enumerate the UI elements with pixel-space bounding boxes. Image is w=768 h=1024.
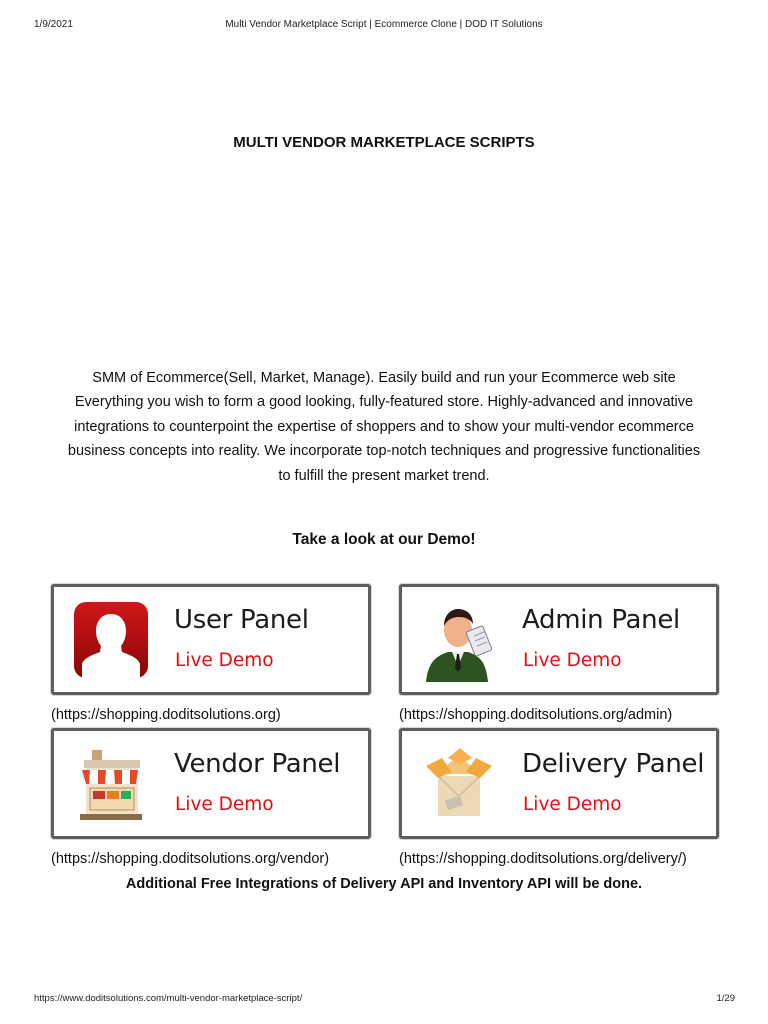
user-panel-link[interactable]: (https://shopping.doditsolutions.org): [51, 707, 281, 723]
intro-line: integrations to counterpoint the expertise of shoppers and to show your multi-vendor ecommerce: [74, 418, 694, 435]
print-page-number: 1/29: [716, 993, 735, 1004]
admin-businessman-icon: [418, 600, 500, 682]
admin-panel-card[interactable]: [399, 584, 719, 695]
vendor-panel-card[interactable]: [51, 728, 371, 839]
intro-line: business concepts into reality. We incorporate top-notch techniques and progressive functionalities: [67, 443, 701, 460]
admin-panel-title: Admin Panel: [522, 605, 680, 635]
user-silhouette-icon: [70, 600, 152, 682]
print-page-title: Multi Vendor Marketplace Script | Ecommerce Clone | DOD IT Solutions: [225, 19, 543, 30]
demo-heading: Take a look at our Demo!: [292, 531, 476, 548]
vendor-panel-link[interactable]: (https://shopping.doditsolutions.org/vendor): [51, 851, 330, 867]
admin-panel-live-demo[interactable]: Live Demo: [523, 650, 622, 671]
user-panel-live-demo[interactable]: Live Demo: [175, 650, 274, 671]
user-panel-title: User Panel: [174, 605, 309, 635]
vendor-panel-live-demo[interactable]: Live Demo: [175, 794, 274, 815]
print-date: 1/9/2021: [34, 19, 73, 30]
print-source-url: https://www.doditsolutions.com/multi-vendor-marketplace-script/: [34, 993, 303, 1004]
integrations-note: Additional Free Integrations of Delivery API and Inventory API will be done.: [125, 876, 643, 892]
intro-line: to fulfill the present market trend.: [278, 467, 490, 484]
delivery-panel-card[interactable]: [399, 728, 719, 839]
vendor-panel-title: Vendor Panel: [174, 749, 341, 779]
intro-line: SMM of Ecommerce(Sell, Market, Manage). Easily build and run your Ecommerce web site: [92, 370, 676, 386]
user-panel-card[interactable]: [51, 584, 371, 695]
delivery-box-icon: [418, 744, 500, 826]
delivery-panel-title: Delivery Panel: [522, 749, 705, 779]
page-title: MULTI VENDOR MARKETPLACE SCRIPTS: [233, 134, 535, 151]
delivery-panel-link[interactable]: (https://shopping.doditsolutions.org/delivery/): [399, 851, 687, 867]
vendor-shop-icon: [70, 744, 152, 826]
intro-line: Everything you wish to form a good looking, fully-featured store. Highly-advanced and innovative: [74, 394, 694, 411]
delivery-panel-live-demo[interactable]: Live Demo: [523, 794, 622, 815]
admin-panel-link[interactable]: (https://shopping.doditsolutions.org/admin): [399, 707, 673, 723]
intro-paragraph: [44, 366, 724, 488]
